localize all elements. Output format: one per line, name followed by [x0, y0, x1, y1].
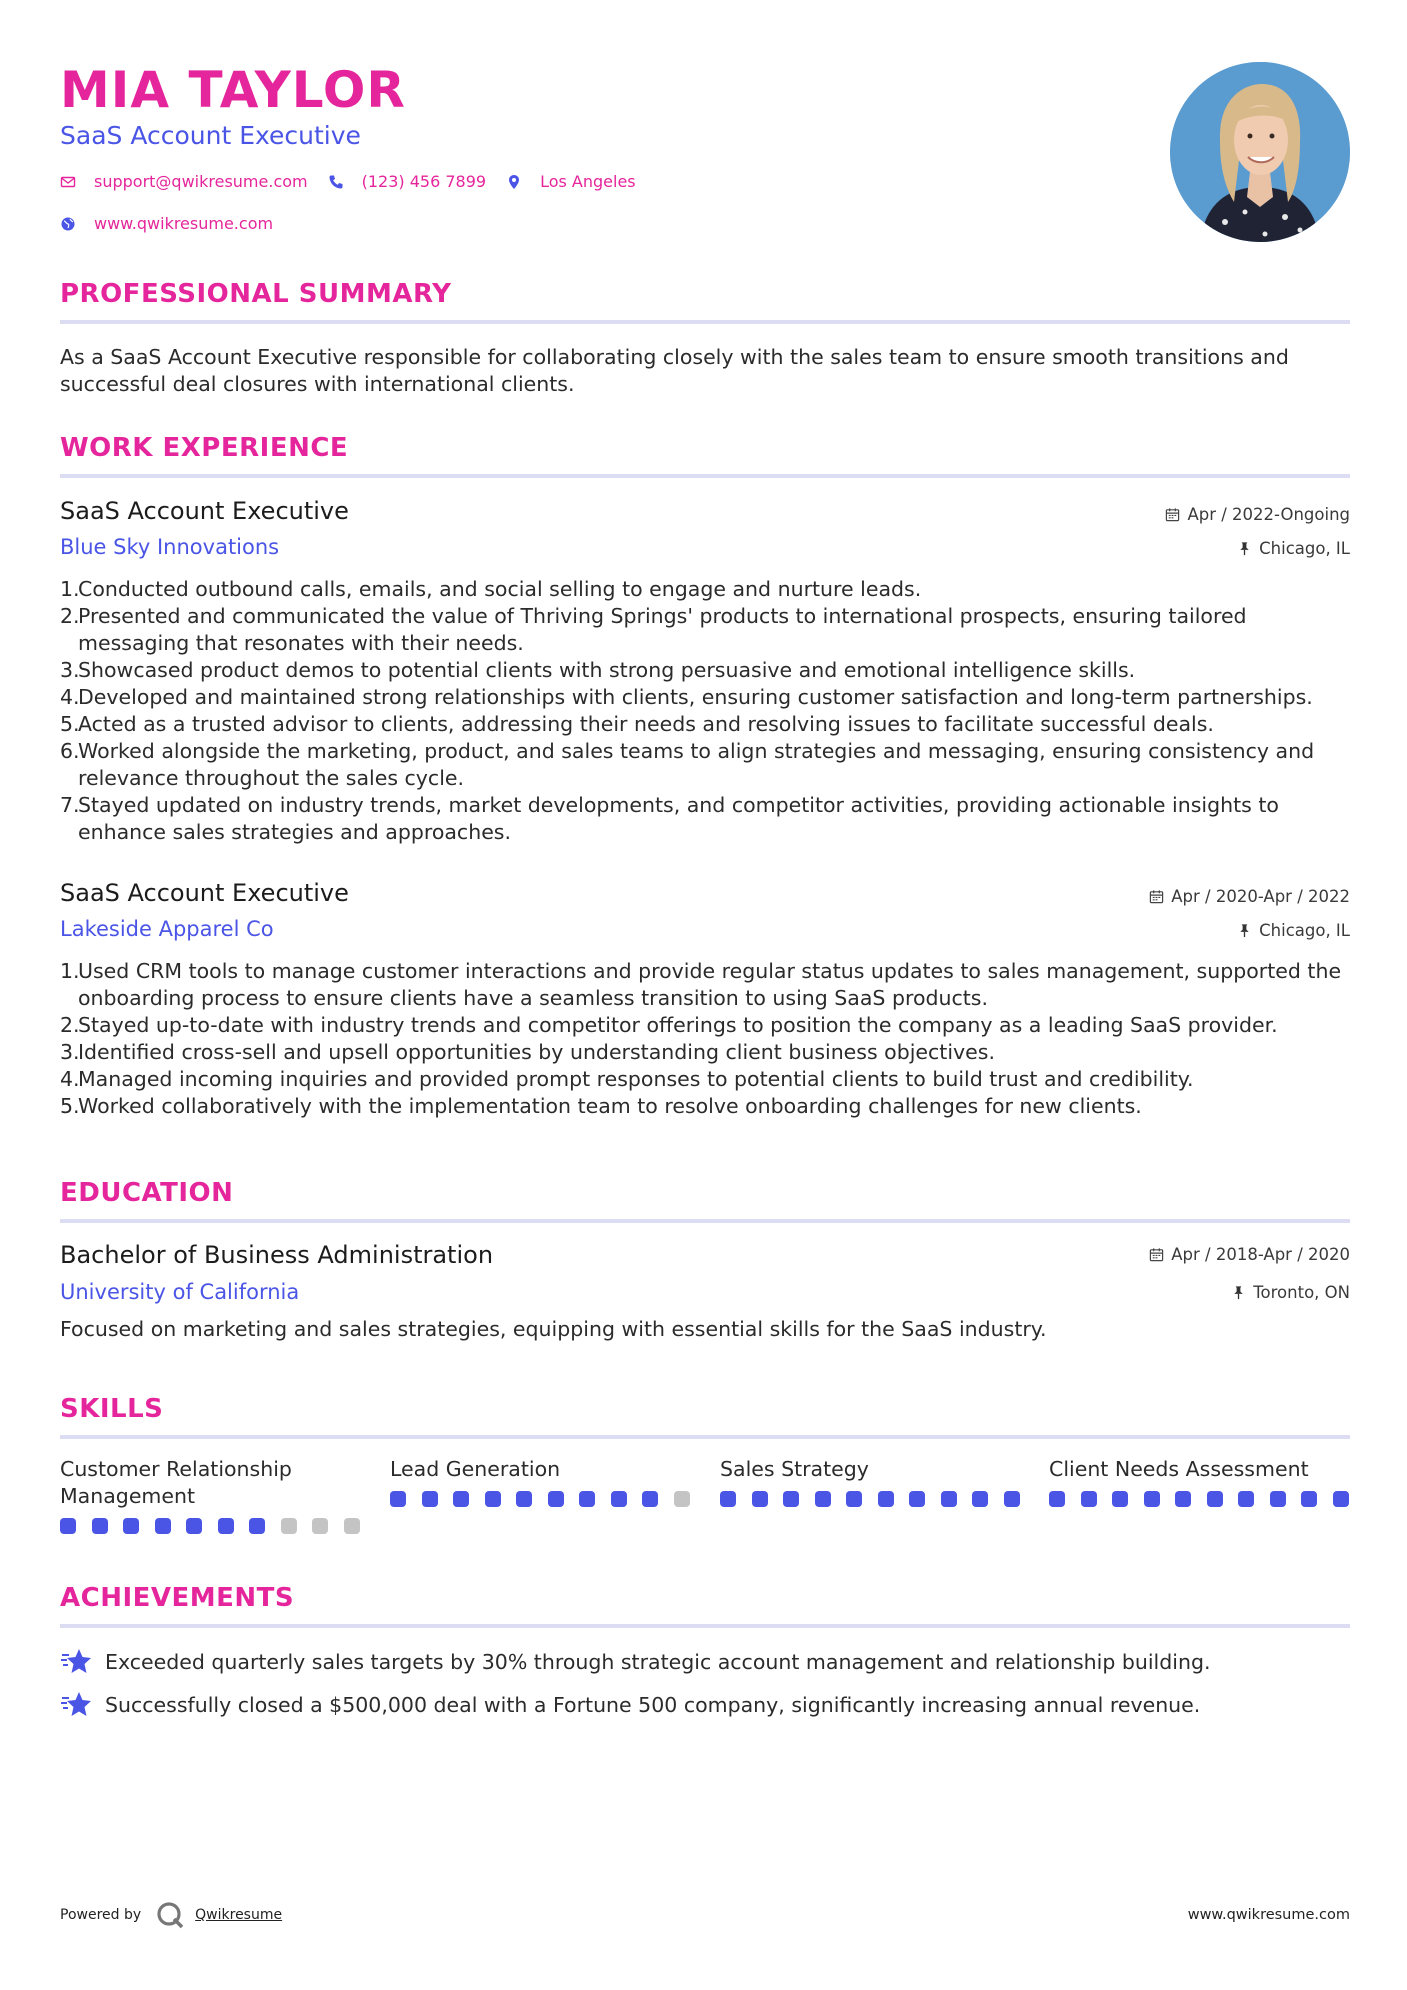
rating-dot-filled: [752, 1491, 768, 1507]
website-text: www.qwikresume.com: [94, 214, 274, 233]
rating-dot-filled: [1333, 1491, 1349, 1507]
skill-rating: [720, 1491, 1020, 1507]
candidate-name: MIA TAYLOR: [60, 61, 406, 119]
education-location: [1231, 1283, 1350, 1302]
rating-dot-filled: [1301, 1491, 1317, 1507]
calendar-icon: [1149, 1247, 1164, 1262]
rating-dot-filled: [516, 1491, 532, 1507]
rating-dot-filled: [878, 1491, 894, 1507]
education-dates-text: Apr / 2018-Apr / 2020: [1171, 1245, 1350, 1264]
skill-rating: [60, 1518, 360, 1534]
section-divider: [60, 1435, 1350, 1439]
job-dates-text: Apr / 2022-Ongoing: [1187, 505, 1350, 524]
footer-powered-by: [60, 1900, 282, 1930]
skill-name: Lead Generation: [390, 1457, 561, 1481]
section-title-summary: PROFESSIONAL SUMMARY: [60, 279, 452, 309]
avatar-portrait: [1170, 62, 1350, 242]
contact-row: [60, 172, 656, 191]
phone-icon: [328, 174, 344, 190]
rating-dot-filled: [642, 1491, 658, 1507]
contact-row-website: [60, 214, 293, 233]
map-pin-icon: [506, 174, 522, 190]
rating-dot-filled: [972, 1491, 988, 1507]
section-divider: [60, 1624, 1350, 1628]
skill-item: [1049, 1456, 1349, 1507]
rating-dot-filled: [846, 1491, 862, 1507]
rating-dot-filled: [485, 1491, 501, 1507]
section-divider: [60, 1219, 1350, 1223]
phone-text: (123) 456 7899: [361, 172, 487, 191]
list-item: 4. Developed and maintained strong relationships with clients, ensuring customer satisfaction and long-term partnerships.: [60, 685, 1313, 709]
skills-grid: [60, 1456, 1350, 1546]
rating-dot-filled: [249, 1518, 265, 1534]
rating-dot-filled: [941, 1491, 957, 1507]
section-title-experience: WORK EXPERIENCE: [60, 433, 349, 463]
rating-dot-filled: [453, 1491, 469, 1507]
job-location-text: Chicago, IL: [1259, 539, 1350, 558]
achievement-text: Exceeded quarterly sales targets by 30% through strategic account management and relationship building.: [105, 1650, 1211, 1674]
rating-dot-filled: [123, 1518, 139, 1534]
list-item: 7. Stayed updated on industry trends, market developments, and competitor activities, providing actionable insights to enhance sales strategies and approaches.: [60, 793, 1279, 844]
rating-dot-filled: [783, 1491, 799, 1507]
rating-dot-filled: [1004, 1491, 1020, 1507]
section-title-skills: SKILLS: [60, 1394, 164, 1424]
list-item: 5. Worked collaboratively with the implementation team to resolve onboarding challenges for new clients.: [60, 1094, 1142, 1118]
rating-dot-filled: [548, 1491, 564, 1507]
list-item: 5. Acted as a trusted advisor to clients, addressing their needs and resolving issues to facilitate successful deals.: [60, 712, 1214, 736]
rating-dot-filled: [60, 1518, 76, 1534]
list-item: 4. Managed incoming inquiries and provided prompt responses to potential clients to build trust and credibility.: [60, 1067, 1194, 1091]
rating-dot-filled: [186, 1518, 202, 1534]
rating-dot-filled: [92, 1518, 108, 1534]
rating-dot-filled: [815, 1491, 831, 1507]
qwikresume-logo: [155, 1900, 185, 1930]
rating-dot-filled: [611, 1491, 627, 1507]
section-divider: [60, 474, 1350, 478]
qwikresume-link[interactable]: Qwikresume: [195, 1907, 283, 1923]
location-item: [506, 172, 636, 191]
company-name: Blue Sky Innovations: [60, 535, 280, 559]
star-icon: [60, 1647, 92, 1677]
job-bullets: [60, 958, 1350, 1120]
rating-dot-filled: [1144, 1491, 1160, 1507]
skill-name: Customer Relationship Management: [60, 1457, 292, 1508]
globe-icon: [60, 216, 76, 232]
envelope-icon: [60, 174, 76, 190]
job-dates: [1165, 505, 1350, 524]
education-description: Focused on marketing and sales strategies, equipping with essential skills for the SaaS industry.: [60, 1317, 1047, 1341]
job-location: [1237, 539, 1350, 558]
job-title: SaaS Account Executive: [60, 879, 349, 907]
section-title-education: EDUCATION: [60, 1178, 234, 1208]
rating-dot-filled: [720, 1491, 736, 1507]
list-item: 1. Used CRM tools to manage customer interactions and provide regular status updates to sales management, supported the onboarding process to ensure clients have a seamless transition to using SaaS products.: [60, 959, 1342, 1010]
achievement-text: Successfully closed a $500,000 deal with a Fortune 500 company, significantly increasing annual revenue.: [105, 1693, 1201, 1717]
pushpin-icon: [1237, 541, 1252, 556]
powered-by-label: Powered by: [60, 1907, 142, 1923]
job-dates: [1149, 887, 1350, 906]
job-location: [1237, 921, 1350, 940]
phone-item[interactable]: [328, 172, 486, 191]
rating-dot-filled: [155, 1518, 171, 1534]
pushpin-icon: [1237, 923, 1252, 938]
rating-dot-filled: [422, 1491, 438, 1507]
star-icon: [60, 1690, 92, 1720]
job-title: SaaS Account Executive: [60, 497, 349, 525]
job-bullets: [60, 576, 1350, 846]
school-name: University of California: [60, 1280, 300, 1304]
pushpin-icon: [1231, 1285, 1246, 1300]
rating-dot-filled: [1207, 1491, 1223, 1507]
achievement-item: [60, 1690, 1350, 1720]
skill-rating: [390, 1491, 690, 1507]
rating-dot-filled: [1112, 1491, 1128, 1507]
avatar: [1170, 62, 1350, 242]
skill-name: Client Needs Assessment: [1049, 1457, 1309, 1481]
rating-dot-empty: [281, 1518, 297, 1534]
rating-dot-filled: [1049, 1491, 1065, 1507]
list-item: 6. Worked alongside the marketing, product, and sales teams to align strategies and messaging, ensuring consistency and relevance throughout the sales cycle.: [60, 739, 1315, 790]
section-title-achievements: ACHIEVEMENTS: [60, 1583, 295, 1613]
skill-item: [390, 1456, 690, 1507]
location-text: Los Angeles: [540, 172, 636, 191]
education-location-text: Toronto, ON: [1253, 1283, 1350, 1302]
rating-dot-empty: [674, 1491, 690, 1507]
calendar-icon: [1165, 507, 1180, 522]
degree-title: Bachelor of Business Administration: [60, 1241, 494, 1269]
footer-website[interactable]: www.qwikresume.com: [1187, 1907, 1350, 1923]
skill-item: [60, 1456, 360, 1534]
candidate-title: SaaS Account Executive: [60, 121, 361, 150]
section-divider: [60, 320, 1350, 324]
list-item: 3. Showcased product demos to potential clients with strong persuasive and emotional intelligence skills.: [60, 658, 1136, 682]
skill-item: [720, 1456, 1020, 1507]
email-text: support@qwikresume.com: [94, 172, 308, 191]
achievement-item: [60, 1647, 1350, 1677]
list-item: 2. Presented and communicated the value of Thriving Springs' products to international prospects, ensuring tailored messaging that resonates with their needs.: [60, 604, 1247, 655]
resume-header: [60, 62, 1350, 252]
rating-dot-filled: [909, 1491, 925, 1507]
skill-rating: [1049, 1491, 1349, 1507]
rating-dot-filled: [579, 1491, 595, 1507]
job-dates-text: Apr / 2020-Apr / 2022: [1171, 887, 1350, 906]
rating-dot-filled: [1238, 1491, 1254, 1507]
rating-dot-filled: [1081, 1491, 1097, 1507]
rating-dot-filled: [218, 1518, 234, 1534]
rating-dot-filled: [1270, 1491, 1286, 1507]
summary-text: As a SaaS Account Executive responsible for collaborating closely with the sales team to ensure smooth transitions and successful deal closures with international clients.: [60, 345, 1289, 396]
website-item[interactable]: [60, 214, 273, 233]
rating-dot-filled: [390, 1491, 406, 1507]
rating-dot-empty: [312, 1518, 328, 1534]
rating-dot-filled: [1175, 1491, 1191, 1507]
job-location-text: Chicago, IL: [1259, 921, 1350, 940]
calendar-icon: [1149, 889, 1164, 904]
list-item: 3. Identified cross-sell and upsell opportunities by understanding client business objectives.: [60, 1040, 995, 1064]
list-item: 2. Stayed up-to-date with industry trends and competitor offerings to position the company as a leading SaaS provider.: [60, 1013, 1278, 1037]
education-dates: [1149, 1245, 1350, 1264]
skill-name: Sales Strategy: [720, 1457, 869, 1481]
rating-dot-empty: [344, 1518, 360, 1534]
company-name: Lakeside Apparel Co: [60, 917, 274, 941]
list-item: 1. Conducted outbound calls, emails, and social selling to engage and nurture leads.: [60, 577, 922, 601]
email-item[interactable]: [60, 172, 308, 191]
